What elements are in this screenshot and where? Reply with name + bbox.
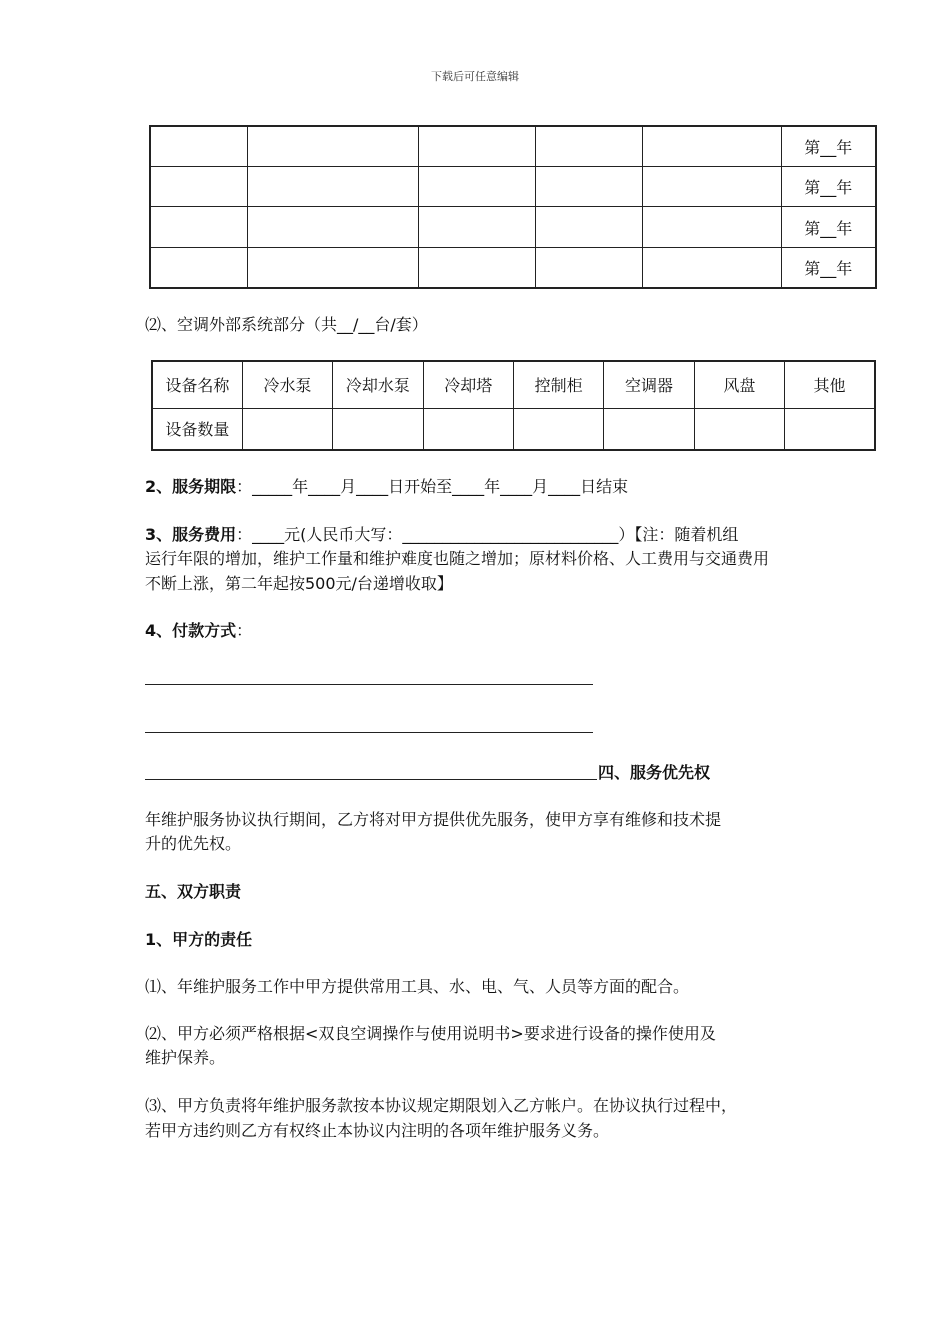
header-cell: 冷却塔	[423, 361, 513, 408]
table-cell	[247, 207, 418, 247]
service-term	[145, 475, 628, 499]
payment-blank-line-3	[145, 779, 597, 780]
table-cell	[150, 207, 247, 247]
table-cell: 第__年	[781, 167, 876, 207]
duty-item-2b: 维护保养。	[145, 1048, 226, 1067]
header-cell: 空调器	[604, 361, 694, 408]
table-cell	[604, 408, 694, 450]
table-header-row	[152, 361, 875, 408]
table-cell	[333, 408, 423, 450]
table-row	[150, 167, 876, 207]
table-cell	[514, 408, 604, 450]
header-cell: 风盘	[694, 361, 784, 408]
payment-label: 4、付款方式	[145, 621, 237, 640]
table-cell	[535, 207, 642, 247]
table-cell	[535, 126, 642, 167]
table-cell	[418, 126, 535, 167]
table-row	[152, 408, 875, 450]
service-fee-line2: 运行年限的增加，维护工作量和维护难度也随之增加；原材料价格、人工费用与交通费用	[145, 549, 770, 568]
table-row	[150, 247, 876, 288]
priority-line1: 年维护服务协议执行期间，乙方将对甲方提供优先服务，使甲方享有维修和技术提	[145, 810, 722, 829]
header-cell: 冷却水泵	[333, 361, 423, 408]
payment-blank-line-2	[145, 732, 593, 733]
header-cell: 冷水泵	[242, 361, 332, 408]
table-cell	[247, 126, 418, 167]
table-cell: 设备数量	[152, 408, 242, 450]
duty-item-1: ⑴、年维护服务工作中甲方提供常用工具、水、电、气、人员等方面的配合。	[145, 977, 690, 996]
table-cell	[150, 126, 247, 167]
duties-title: 五、双方职责	[145, 882, 242, 901]
payment-method	[145, 619, 252, 643]
party-a-duties-title: 1、甲方的责任	[145, 930, 253, 949]
section-external-system: ⑵、空调外部系统部分（共__/__台/套）	[145, 315, 428, 334]
header-cell: 设备名称	[152, 361, 242, 408]
external-equipment-table	[151, 360, 876, 451]
duty-item-2a: ⑵、甲方必须严格根据<双良空调操作与使用说明书>要求进行设备的操作使用及	[145, 1024, 716, 1043]
table-cell	[247, 247, 418, 288]
page-header: 下载后可任意编辑	[431, 70, 519, 83]
table-cell	[535, 167, 642, 207]
table-row	[150, 207, 876, 247]
table-cell	[642, 247, 781, 288]
table-cell	[418, 167, 535, 207]
table-cell	[694, 408, 784, 450]
table-row	[150, 126, 876, 167]
service-fee-line3: 不断上涨，第二年起按500元/台递增收取】	[145, 574, 453, 593]
service-fee-line1: ：____元(人民币大写：___________________________）【注：随着机组	[236, 525, 739, 544]
table-cell	[423, 408, 513, 450]
table-cell: 第__年	[781, 207, 876, 247]
table-cell	[535, 247, 642, 288]
priority-line2: 升的优先权。	[145, 834, 242, 853]
duty-item-3b: 若甲方违约则乙方有权终止本协议内注明的各项年维护服务义务。	[145, 1121, 610, 1140]
table-cell	[242, 408, 332, 450]
table-cell	[150, 167, 247, 207]
table-cell	[418, 247, 535, 288]
table-cell	[418, 207, 535, 247]
service-term-text: ：_____年____月____日开始至____年____月____日结束	[236, 477, 629, 496]
header-cell: 控制柜	[514, 361, 604, 408]
duty-item-3a: ⑶、甲方负责将年维护服务款按本协议规定期限划入乙方帐户。在协议执行过程中，	[145, 1096, 738, 1115]
payment-colon: ：	[236, 621, 253, 640]
table-cell	[785, 408, 875, 450]
payment-blank-line-1	[145, 684, 593, 685]
equipment-year-table	[149, 125, 877, 289]
table-cell	[642, 126, 781, 167]
service-term-label: 2、服务期限	[145, 477, 237, 496]
table-cell: 第__年	[781, 247, 876, 288]
table-cell	[642, 207, 781, 247]
header-cell: 其他	[785, 361, 875, 408]
table-cell	[247, 167, 418, 207]
priority-title: 四、服务优先权	[598, 763, 711, 782]
service-fee-label: 3、服务费用	[145, 525, 237, 544]
table-cell: 第__年	[781, 126, 876, 167]
table-cell	[642, 167, 781, 207]
table-cell	[150, 247, 247, 288]
service-fee	[145, 523, 738, 547]
